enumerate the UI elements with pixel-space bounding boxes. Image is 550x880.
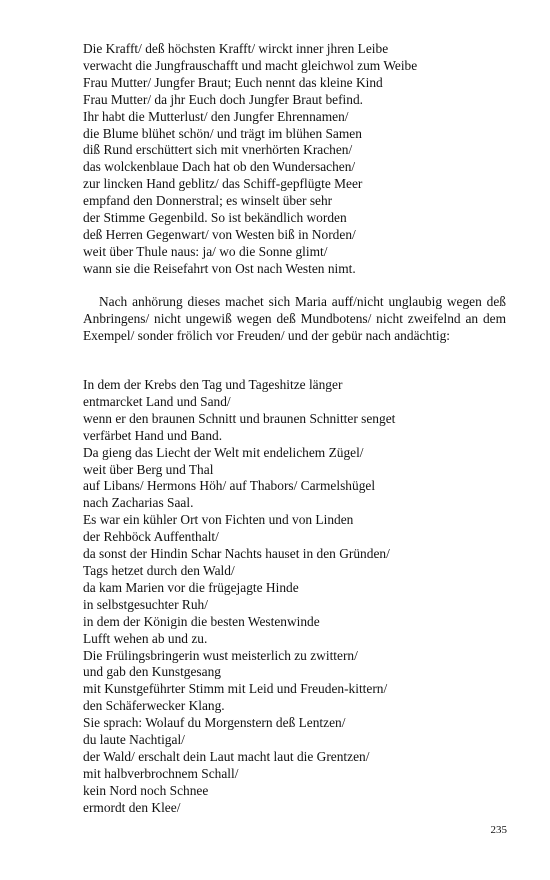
verse-line: Tags hetzet durch den Wald/ (83, 562, 235, 578)
verse-line: ermordt den Klee/ (83, 799, 181, 815)
verse-line: den Schäferwecker Klang. (83, 698, 225, 714)
verse-line: deß Herren Gegenwart/ von Westen biß in Norden/ (83, 226, 356, 242)
verse-line: Frau Mutter/ da jhr Euch doch Jungfer Braut befind. (83, 91, 364, 107)
verse-line: mit Kunstgeführter Stimm mit Leid und Freuden-kittern/ (83, 681, 388, 697)
verse-line: Ihr habt die Mutterlust/ den Jungfer Ehrennamen/ (83, 108, 349, 124)
verse-line: du laute Nachtigal/ (83, 732, 185, 748)
prose-paragraph: Nach anhörung dieses machet sich Maria auff/nicht unglaubig wegen deß Anbringens/ nicht ungewiß wegen deß Mundbotens/ nicht zweifelnd an dem Exempel/ sonder frölich vor Freuden/ und der gebür nach andächtig: (83, 294, 506, 343)
verse-line: Da gieng das Liecht der Welt mit endelichem Zügel/ (83, 444, 364, 460)
verse-line: In dem der Krebs den Tag und Tageshitze länger (83, 377, 343, 392)
verse-line: Frau Mutter/ Jungfer Braut; Euch nennt das kleine Kind (83, 74, 383, 90)
verse-line: wann sie die Reisefahrt von Ost nach Westen nimt. (83, 260, 356, 276)
verse-line: Es war ein kühler Ort von Fichten und von Linden (83, 512, 354, 528)
verse-line: weit über Berg und Thal (83, 461, 214, 477)
verse-line: der Stimme Gegenbild. So ist bekändlich worden (83, 210, 347, 226)
verse-line: auf Libans/ Hermons Höh/ auf Thabors/ Carmelshügel (83, 478, 376, 494)
verse-line: verfärbet Hand und Band. (83, 427, 223, 443)
verse-line: Lufft wehen ab und zu. (83, 630, 208, 646)
verse-line: Die Frülingsbringerin wust meisterlich zu zwittern/ (83, 647, 358, 663)
verse-line: und gab den Kunstgesang (83, 664, 221, 680)
verse-line: da sonst der Hindin Schar Nachts hauset in den Gründen/ (83, 546, 390, 562)
verse-stanza-1 (83, 41, 513, 278)
verse-line: Sie sprach: Wolauf du Morgenstern deß Lentzen/ (83, 715, 346, 731)
verse-line: verwacht die Jungfrauschafft und macht gleichwol zum Weibe (83, 57, 418, 73)
verse-line: nach Zacharias Saal. (83, 495, 194, 511)
verse-line: weit über Thule naus: ja/ wo die Sonne glimt/ (83, 243, 328, 259)
verse-line: wenn er den braunen Schnitt und braunen Schnitter senget (83, 410, 396, 426)
verse-line: in dem der Königin die besten Westenwinde (83, 613, 320, 629)
verse-line: in selbstgesuchter Ruh/ (83, 596, 208, 612)
verse-line: der Rehböck Auffenthalt/ (83, 529, 219, 545)
verse-line: das wolckenblaue Dach hat ob den Wundersachen/ (83, 159, 356, 175)
verse-line: entmarcket Land und Sand/ (83, 393, 231, 409)
verse-stanza-2 (83, 377, 513, 817)
verse-line: diß Rund erschüttert sich mit vnerhörten Krachen/ (83, 142, 353, 158)
page-number: 235 (490, 824, 507, 836)
verse-line: mit halbverbrochnem Schall/ (83, 765, 239, 781)
verse-line: die Blume blühet schön/ und trägt im blühen Samen (83, 125, 362, 141)
verse-line: der Wald/ erschalt dein Laut macht laut die Grentzen/ (83, 748, 370, 764)
verse-line: empfand den Donnerstral; es winselt über sehr (83, 193, 333, 209)
verse-line: kein Nord noch Schnee (83, 782, 209, 798)
verse-line: zur lincken Hand geblitz/ das Schiff-gepflügte Meer (83, 176, 363, 192)
verse-line: Die Krafft/ deß höchsten Krafft/ wirckt inner jhren Leibe (83, 41, 389, 56)
verse-line: da kam Marien vor die frügejagte Hinde (83, 579, 299, 595)
